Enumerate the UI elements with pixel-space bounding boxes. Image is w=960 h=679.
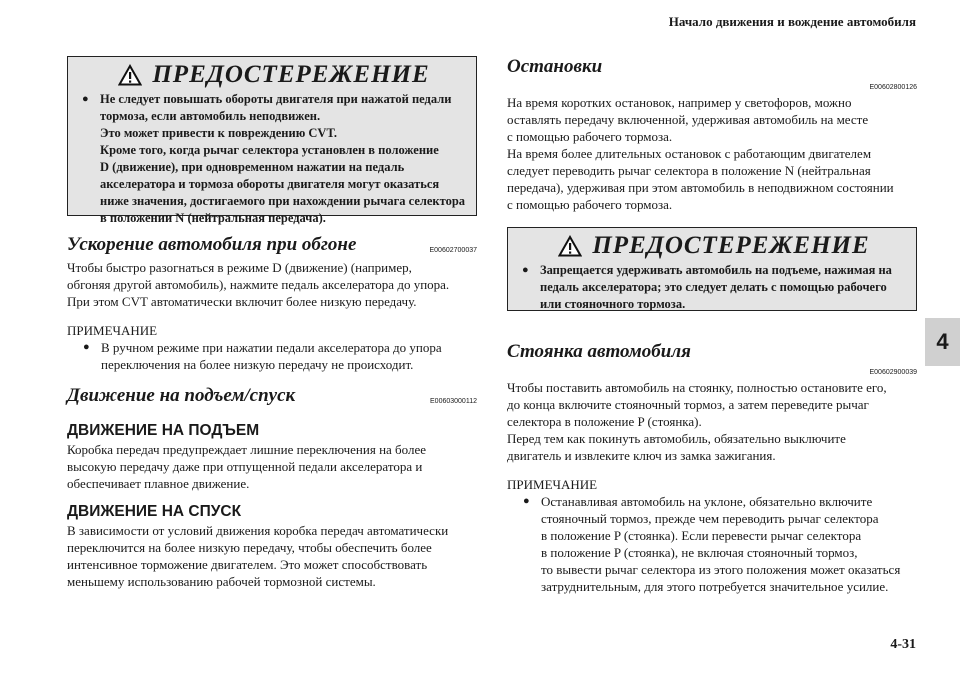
warning-line: или стояночного тормоза. — [540, 297, 686, 311]
text-line: При этом CVT автоматически включит более низкую передачу. — [67, 294, 417, 309]
text-line: Чтобы поставить автомобиль на стоянку, полностью остановите его, — [507, 380, 887, 395]
section-title: Движение на подъем/спуск — [67, 385, 296, 406]
section-code: E00602700037 — [429, 247, 477, 254]
left-column — [67, 56, 477, 590]
section-code: E00602800126 — [869, 84, 917, 91]
downhill-text — [67, 522, 477, 590]
note-line: переключения на более низкую передачу не происходит. — [101, 357, 414, 372]
text-line: На время коротких остановок, например у светофоров, можно — [507, 95, 852, 110]
note-line: затруднительным, для этого потребуется значительное усилие. — [541, 579, 889, 594]
text-line: интенсивное торможение двигателем. Это может способствовать — [67, 557, 428, 572]
text-line: В зависимости от условий движения коробка передач автоматически — [67, 523, 449, 538]
warning-line: Запрещается удерживать автомобиль на подъеме, нажимая на — [540, 263, 892, 277]
text-line: двигатель и извлеките ключ из замка зажигания. — [507, 448, 776, 463]
note-line: в положение P (стоянка). Если перевести рычаг селектора — [541, 528, 862, 543]
note-line: Останавливая автомобиль на уклоне, обязательно включите — [541, 494, 873, 509]
text-line: следует переводить рычаг селектора в положение N (нейтральная — [507, 163, 871, 178]
section-code: E00603000112 — [430, 398, 477, 405]
warning-box-hill — [507, 227, 917, 311]
warning-triangle-icon — [118, 64, 142, 86]
text-line: с помощью рабочего тормоза. — [507, 129, 673, 144]
bullet-icon: ● — [83, 341, 90, 353]
running-title: Начало движения и вождение автомобиля — [668, 14, 916, 29]
text-line: меньшему использованию рабочей тормозной системы. — [67, 574, 376, 589]
warning-item — [522, 262, 906, 313]
warning-line: Это может привести к повреждению CVT. — [100, 126, 337, 140]
note-line: стояночный тормоз, прежде чем переводить рычаг селектора — [541, 511, 879, 526]
warning-line: Кроме того, когда рычаг селектора установлен в положение — [100, 143, 439, 157]
warning-line: Не следует повышать обороты двигателя при нажатой педали — [100, 92, 452, 106]
note-line: то вывести рычаг селектора из этого положения может оказаться — [541, 562, 901, 577]
section-title: Остановки — [507, 56, 603, 77]
text-line: Коробка передач предупреждает лишние переключения на более — [67, 442, 427, 457]
section-title: Стоянка автомобиля — [507, 341, 691, 362]
warning-line: в положении N (нейтральная передача). — [100, 211, 326, 225]
bullet-icon: ● — [82, 93, 89, 105]
warning-title: ПРЕДОСТЕРЕЖЕНИЕ — [592, 232, 870, 259]
accel-text — [67, 259, 477, 310]
warning-header — [522, 232, 906, 260]
text-line: обеспечивает плавное движение. — [67, 476, 250, 491]
right-column — [507, 56, 917, 595]
parking-text — [507, 379, 917, 464]
text-line: высокую передачу даже при отпущенной педали акселератора и — [67, 459, 423, 474]
text-line: Перед тем как покинуть автомобиль, обязательно выключите — [507, 431, 846, 446]
section-accel-heading — [67, 234, 477, 256]
text-line: переключится на более низкую передачу, чтобы обеспечить более — [67, 540, 432, 555]
uphill-heading: ДВИЖЕНИЕ НА ПОДЪЕМ — [67, 422, 260, 439]
stops-text — [507, 94, 917, 213]
text-line: передача), удерживая при этом автомобиль в неподвижном состоянии — [507, 180, 894, 195]
downhill-heading: ДВИЖЕНИЕ НА СПУСК — [67, 503, 242, 520]
text-line: до конца включите стояночный тормоз, а затем переведите рычаг — [507, 397, 869, 412]
bullet-icon: ● — [523, 495, 530, 507]
note-line: В ручном режиме при нажатии педали акселератора до упора — [101, 340, 442, 355]
warning-triangle-icon — [558, 235, 582, 257]
warning-line: D (движение), при одновременном нажатии на педаль — [100, 160, 405, 174]
text-line: На время более длительных остановок с работающим двигателем — [507, 146, 872, 161]
note-line: в положение P (стоянка), не включая стояночный тормоз, — [541, 545, 858, 560]
warning-line: акселератора и тормоза обороты двигателя могут оказаться — [100, 177, 440, 191]
bullet-icon: ● — [522, 264, 529, 276]
note-item — [507, 493, 917, 595]
section-slope-heading — [67, 385, 477, 407]
text-line: с помощью рабочего тормоза. — [507, 197, 673, 212]
page-number: 4-31 — [890, 637, 916, 652]
note-label: ПРИМЕЧАНИЕ — [67, 323, 158, 338]
warning-title: ПРЕДОСТЕРЕЖЕНИЕ — [152, 61, 430, 88]
note-label: ПРИМЕЧАНИЕ — [507, 477, 598, 492]
chapter-tab: 4 — [925, 318, 960, 366]
text-line: Чтобы быстро разогнаться в режиме D (движение) (например, — [67, 260, 412, 275]
section-parking-heading — [507, 341, 917, 363]
warning-line: тормоза, если автомобиль неподвижен. — [100, 109, 321, 123]
section-stops-heading — [507, 56, 917, 78]
warning-line: ниже значения, достигаемого при нахождении рычага селектора — [100, 194, 466, 208]
section-code: E00602900039 — [869, 369, 917, 376]
warning-header — [82, 61, 466, 89]
text-line: оставлять передачу включенной, удерживая автомобиль на месте — [507, 112, 869, 127]
warning-line: педаль акселератора; это следует делать с помощью рабочего — [540, 280, 887, 294]
text-line: обгоняя другой автомобиль), нажмите педаль акселератора до упора. — [67, 277, 450, 292]
uphill-text — [67, 441, 477, 492]
text-line: селектора в положение P (стоянка). — [507, 414, 702, 429]
warning-box-engine — [67, 56, 477, 225]
warning-item — [82, 91, 466, 227]
section-title: Ускорение автомобиля при обгоне — [67, 234, 357, 255]
note-item — [67, 339, 477, 373]
